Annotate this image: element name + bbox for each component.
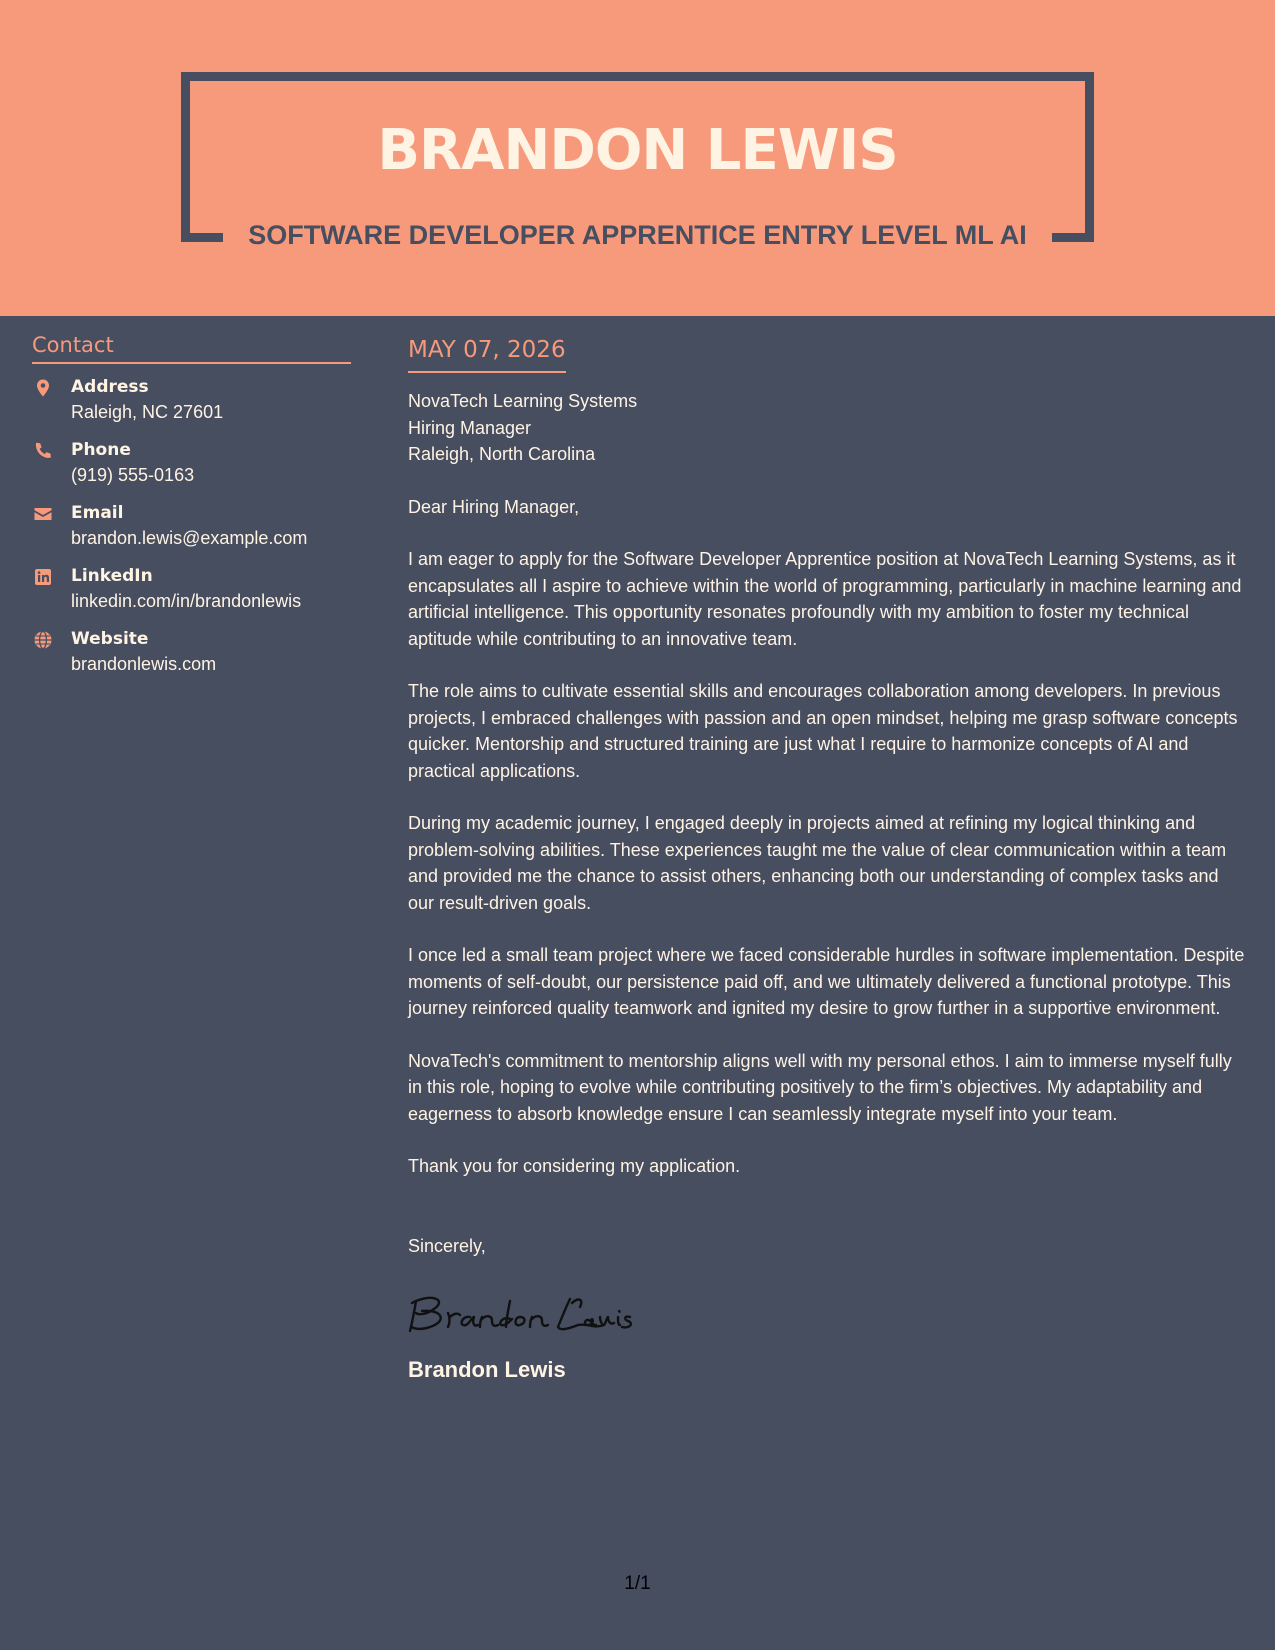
signed-name: Brandon Lewis <box>408 1357 566 1382</box>
applicant-name: BRANDON LEWIS <box>377 118 898 183</box>
header-banner <box>0 0 1275 316</box>
letter-date: MAY 07, 2026 <box>408 333 566 373</box>
envelope-icon <box>32 503 54 525</box>
phone-icon <box>32 440 54 462</box>
recipient-company: NovaTech Learning Systems <box>408 391 638 411</box>
website-value[interactable]: brandonlewis.com <box>71 654 217 674</box>
phone-value: (919) 555-0163 <box>71 465 195 485</box>
contact-item-address <box>32 375 351 427</box>
contact-item-phone <box>32 438 351 490</box>
recipient-location: Raleigh, North Carolina <box>408 444 596 464</box>
page-number: 1/1 <box>624 1573 651 1594</box>
map-pin-icon <box>32 377 54 399</box>
website-label: Website <box>71 629 149 649</box>
job-title: SOFTWARE DEVELOPER APPRENTICE ENTRY LEVEL ML AI <box>248 220 1027 250</box>
paragraph: NovaTech's commitment to mentorship aligns well with my personal ethos. I aim to immerse myself fully in this role, hoping to evolve while contributing positively to the firm’s objectives. My adaptability and eagerness to absorb knowledge ensure I can seamlessly integrate myself into your team. <box>408 1050 1232 1124</box>
contact-item-website <box>32 627 351 679</box>
contact-item-email <box>32 501 351 553</box>
recipient-title: Hiring Manager <box>408 417 532 438</box>
contact-heading: Contact <box>32 330 351 364</box>
globe-icon <box>32 629 54 651</box>
address-label: Address <box>71 377 149 397</box>
address-value: Raleigh, NC 27601 <box>71 402 224 422</box>
paragraph: I once led a small team project where we faced considerable hurdles in software implementation. Despite moments of self-doubt, our persistence paid off, and we ultimately delivered a functional prototype. This journey reinforced quality teamwork and ignited my desire to grow further in a supportive environment. <box>408 945 1245 1018</box>
contact-item-linkedin <box>32 564 351 616</box>
paragraph: I am eager to apply for the Software Developer Apprentice position at NovaTech Learning Systems, as it encapsulates all I aspire to achieve within the world of programming, particularly in machine learning and artificial intelligence. This opportunity resonates profoundly with my ambition to foster my technical aptitude while contributing to an innovative team. <box>408 549 1242 649</box>
paragraph: The role aims to cultivate essential skills and encourages collaboration among developers. In previous projects, I embraced challenges with passion and an open mindset, helping me grasp software concepts quicker. Mentorship and structured training are just what I require to harmonize concepts of AI and practical applications. <box>408 681 1238 781</box>
recipient-block <box>408 388 1248 468</box>
contact-sidebar <box>32 330 351 679</box>
phone-label: Phone <box>71 440 131 460</box>
email-value[interactable]: brandon.lewis@example.com <box>71 528 308 548</box>
valediction: Sincerely, <box>408 1235 486 1256</box>
linkedin-label: LinkedIn <box>71 566 153 586</box>
linkedin-value[interactable]: linkedin.com/in/brandonlewis <box>71 591 302 611</box>
linkedin-icon <box>32 566 54 588</box>
paragraph: During my academic journey, I engaged deeply in projects aimed at refining my logical thinking and problem-solving abilities. These experiences taught me the value of clear communication within a team and provided me the chance to assist others, enhancing both our understanding of complex tasks and our result-driven goals. <box>408 813 1227 913</box>
header-frame-top <box>181 72 1094 81</box>
salutation: Dear Hiring Manager, <box>408 496 580 517</box>
email-label: Email <box>71 503 124 523</box>
signature <box>408 1287 638 1339</box>
closing-thanks: Thank you for considering my application. <box>408 1156 741 1176</box>
letter-body <box>408 333 1248 1385</box>
